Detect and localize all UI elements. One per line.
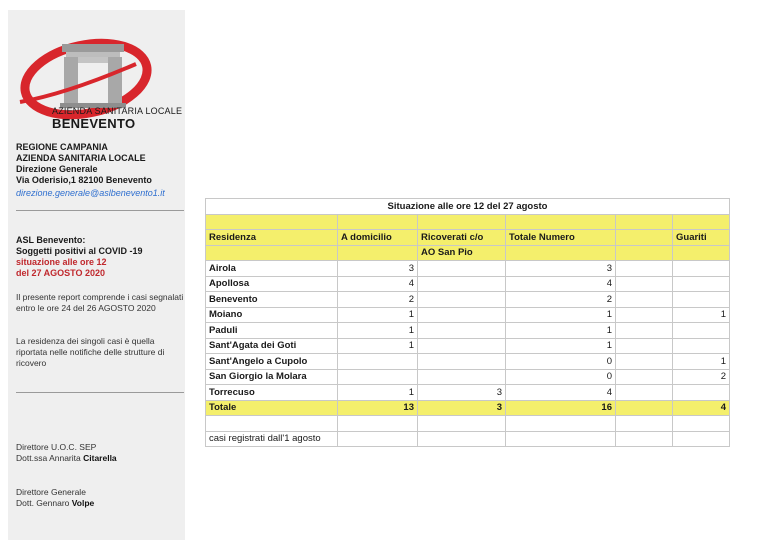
director-role: Direttore Generale — [16, 487, 86, 497]
cell — [418, 338, 506, 354]
cell — [673, 261, 730, 277]
cell: Sant'Angelo a Cupolo — [206, 354, 338, 370]
covid-cases-table — [205, 198, 730, 447]
cell: San Giorgio la Molara — [206, 369, 338, 385]
sidebar — [8, 10, 185, 540]
director-role: Direttore U.O.C. SEP — [16, 442, 97, 452]
divider — [16, 210, 184, 211]
table-row — [206, 354, 730, 370]
table-empty-row — [206, 416, 730, 432]
report-heading — [16, 235, 184, 279]
cell — [616, 261, 673, 277]
table-total-row — [206, 400, 730, 416]
table-header-row — [206, 230, 730, 246]
cell: 2 — [338, 292, 418, 308]
header-empty — [616, 230, 673, 246]
cell — [616, 323, 673, 339]
cell — [418, 369, 506, 385]
cell: Apollosa — [206, 276, 338, 292]
cell — [616, 276, 673, 292]
cell — [616, 292, 673, 308]
table-row — [206, 369, 730, 385]
department-name: Direzione Generale — [16, 164, 98, 174]
agency-name: AZIENDA SANITARIA LOCALE — [16, 153, 146, 163]
cell — [616, 385, 673, 401]
cell — [616, 338, 673, 354]
cell — [673, 323, 730, 339]
cell — [616, 400, 673, 416]
table-row — [206, 385, 730, 401]
cell — [338, 369, 418, 385]
table-row — [206, 323, 730, 339]
table-footer-row — [206, 431, 730, 447]
cell: 4 — [673, 400, 730, 416]
subheader-ao-san-pio: AO San Pio — [418, 245, 506, 261]
cell: 1 — [506, 307, 616, 323]
director-prefix: Dott.ssa Annarita — [16, 453, 81, 463]
cell: 1 — [506, 338, 616, 354]
cell: 4 — [506, 385, 616, 401]
email-link[interactable]: direzione.generale@aslbenevento1.it — [16, 188, 165, 198]
cell: 13 — [338, 400, 418, 416]
table-row — [206, 292, 730, 308]
cell: 1 — [673, 307, 730, 323]
note-report-scope: Il presente report comprende i casi segnalati entro le ore 24 del 26 AGOSTO 2020 — [16, 292, 184, 313]
region-name: REGIONE CAMPANIA — [16, 142, 108, 152]
cell — [418, 323, 506, 339]
cell — [418, 307, 506, 323]
director-surname: Volpe — [71, 498, 95, 508]
table-row — [206, 338, 730, 354]
divider — [16, 392, 184, 393]
cell — [616, 369, 673, 385]
cell: Moiano — [206, 307, 338, 323]
header-guariti: Guariti — [673, 230, 730, 246]
header-domicilio: A domicilio — [338, 230, 418, 246]
report-line4: del 27 AGOSTO 2020 — [16, 268, 106, 278]
director-sep — [16, 442, 184, 464]
report-line3: situazione alle ore 12 — [16, 257, 107, 267]
cell: 1 — [506, 323, 616, 339]
cell — [616, 354, 673, 370]
cell — [673, 338, 730, 354]
cell: 1 — [338, 338, 418, 354]
cell — [418, 292, 506, 308]
cell: 0 — [506, 369, 616, 385]
cell: 16 — [506, 400, 616, 416]
table-row — [206, 276, 730, 292]
cell: 3 — [338, 261, 418, 277]
cell — [418, 354, 506, 370]
cell — [418, 276, 506, 292]
director-prefix: Dott. Gennaro — [16, 498, 70, 508]
cell: 1 — [338, 323, 418, 339]
footer-note: casi registrati dall'1 agosto — [206, 431, 338, 447]
report-line1: ASL Benevento: — [16, 235, 86, 245]
table-title: Situazione alle ore 12 del 27 agosto — [206, 199, 730, 215]
cell — [338, 354, 418, 370]
note-residence: La residenza dei singoli casi è quella riportata nelle notifiche delle strutture di ricovero — [16, 336, 165, 368]
cell: Torrecuso — [206, 385, 338, 401]
cell: 3 — [418, 400, 506, 416]
table-subheader-row — [206, 245, 730, 261]
cell: 3 — [418, 385, 506, 401]
cell: 1 — [338, 385, 418, 401]
address: Via Oderisio,1 82100 Benevento — [16, 175, 152, 185]
header-totale: Totale Numero — [506, 230, 616, 246]
cell — [673, 292, 730, 308]
table-spacer-row — [206, 214, 730, 230]
director-general — [16, 487, 184, 509]
logo-text-line2: BENEVENTO — [52, 116, 136, 131]
cell: 2 — [673, 369, 730, 385]
cell: Benevento — [206, 292, 338, 308]
report-line2: Soggetti positivi al COVID -19 — [16, 246, 143, 256]
cell — [673, 385, 730, 401]
organization-info — [16, 142, 181, 186]
cell: 2 — [506, 292, 616, 308]
cell: 3 — [506, 261, 616, 277]
cell: Paduli — [206, 323, 338, 339]
cell: Totale — [206, 400, 338, 416]
cell: 4 — [338, 276, 418, 292]
header-residenza: Residenza — [206, 230, 338, 246]
cell — [673, 276, 730, 292]
cell: Airola — [206, 261, 338, 277]
cell — [418, 261, 506, 277]
logo-text-line1: AZIENDA SANITARIA LOCALE — [52, 106, 183, 116]
cell: 0 — [506, 354, 616, 370]
table-row — [206, 261, 730, 277]
cell: 1 — [338, 307, 418, 323]
cell — [616, 307, 673, 323]
cell: Sant'Agata dei Goti — [206, 338, 338, 354]
table-row — [206, 307, 730, 323]
cell: 1 — [673, 354, 730, 370]
cell: 4 — [506, 276, 616, 292]
header-ricoverati: Ricoverati c/o — [418, 230, 506, 246]
director-surname: Citarella — [83, 453, 117, 463]
